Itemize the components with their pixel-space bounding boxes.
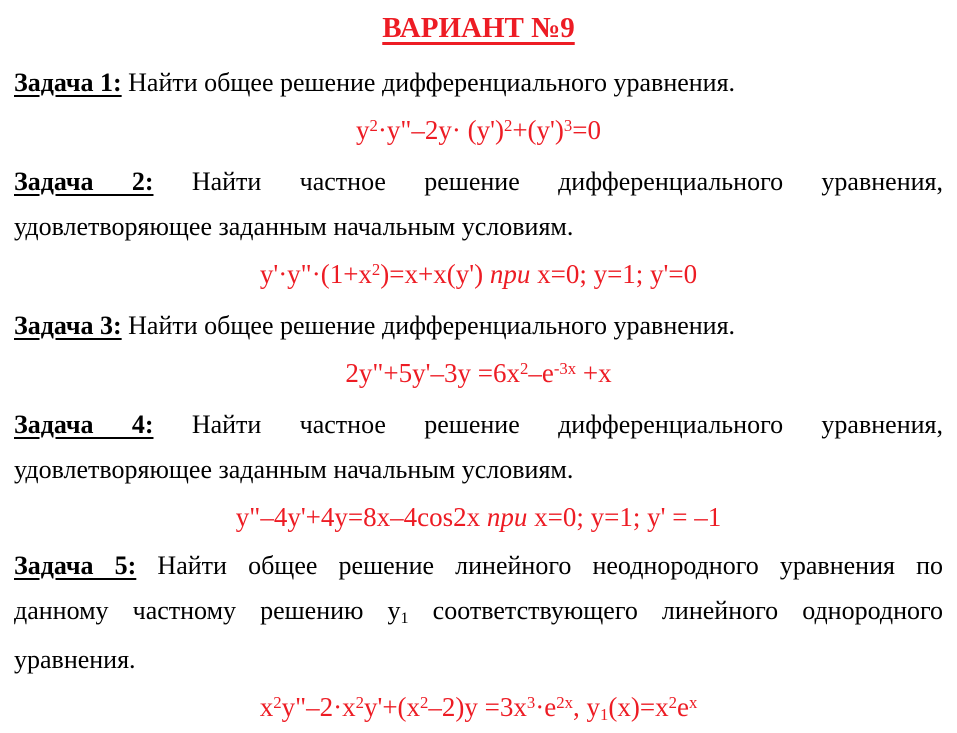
task-1-line-1 <box>14 60 943 105</box>
task-2-line-2 <box>14 204 943 249</box>
text-run: +(y') <box>512 115 564 145</box>
text-run: 3 <box>563 116 573 136</box>
text-run: 2 <box>668 693 677 713</box>
text-run: Найти частное решение дифференциального уравнения, <box>153 167 943 196</box>
text-run: -3x <box>553 359 577 379</box>
task-3 <box>14 303 943 399</box>
text-run: (x)=x <box>608 692 669 722</box>
text-run: 1 <box>400 609 409 627</box>
task-label: Задача 5: <box>14 551 137 580</box>
text-run: ·y"–2y· (y') <box>377 115 504 145</box>
text-run: 3 <box>526 693 536 713</box>
text-run: –2)y =3x <box>428 692 527 722</box>
text-run: y"–2·x <box>281 692 356 722</box>
text-run: ·e <box>535 692 557 722</box>
text-run: )=x+x(y') <box>380 259 490 289</box>
task-label: Задача 3: <box>14 311 122 340</box>
page-title <box>14 6 943 50</box>
text-run: 2 <box>519 359 529 379</box>
task-2-line-1 <box>14 159 943 204</box>
text-run: y'·y"·(1+x <box>259 259 372 289</box>
text-run: удовлетворяющее заданным начальным условиям. <box>14 212 574 241</box>
text-run: +x <box>576 358 612 388</box>
task-5-line-2 <box>14 588 943 637</box>
task-4-line-2 <box>14 447 943 492</box>
text-run: , y <box>572 692 600 722</box>
text-run: 2y"+5y'–3y =6x <box>345 358 520 388</box>
text-run: 2 <box>371 260 381 280</box>
task-label: Задача 1: <box>14 68 122 97</box>
text-run: x <box>259 692 274 722</box>
task-2 <box>14 159 943 300</box>
text-run: уравнения. <box>14 645 136 674</box>
text-run: 2 <box>355 693 364 713</box>
task-5-equation <box>14 685 943 733</box>
text-run: e <box>676 692 689 722</box>
task-4 <box>14 402 943 540</box>
task-5-line-1 <box>14 543 943 588</box>
text-run: при <box>486 502 528 532</box>
text-run: x=0; y=1; y'=0 <box>530 259 698 289</box>
task-5-line-3 <box>14 637 943 682</box>
task-4-line-1 <box>14 402 943 447</box>
text-run: 2 <box>369 116 378 136</box>
text-run: Найти частное решение дифференциального уравнения, <box>153 410 943 439</box>
text-run: y'+(x <box>363 692 421 722</box>
text-run: 2 <box>273 693 282 713</box>
text-run: 1 <box>599 704 609 724</box>
page-title-text: ВАРИАНТ №9 <box>382 12 575 44</box>
task-3-line-1 <box>14 303 943 348</box>
text-run: Найти общее решение линейного неоднородного уравнения по <box>136 551 943 580</box>
text-run: Найти общее решение дифференциального уравнения. <box>121 68 736 97</box>
task-1-equation <box>14 108 943 156</box>
text-run: y <box>355 115 370 145</box>
task-label: Задача 2: <box>14 167 154 196</box>
text-run: 2 <box>503 116 513 136</box>
text-run: x <box>688 693 698 713</box>
task-1 <box>14 60 943 156</box>
task-label: Задача 4: <box>14 410 154 439</box>
task-4-equation <box>14 495 943 540</box>
text-run: соответствующего линейного однородного <box>408 596 943 625</box>
text-run: –e <box>528 358 554 388</box>
text-run: удовлетворяющее заданным начальным условиям. <box>14 455 574 484</box>
task-3-equation <box>14 351 943 399</box>
task-2-equation <box>14 252 943 300</box>
task-5 <box>14 543 943 733</box>
text-run: =0 <box>572 115 602 145</box>
text-run: y"–4y'+4y=8x–4cos2x <box>235 502 487 532</box>
text-run: при <box>489 259 531 289</box>
text-run: 2 <box>420 693 429 713</box>
text-run: Найти общее решение дифференциального уравнения. <box>121 311 736 340</box>
text-run: x=0; y=1; y' = –1 <box>527 502 722 532</box>
text-run: данному частному решению y <box>14 596 401 625</box>
text-run: 2x <box>556 693 573 713</box>
